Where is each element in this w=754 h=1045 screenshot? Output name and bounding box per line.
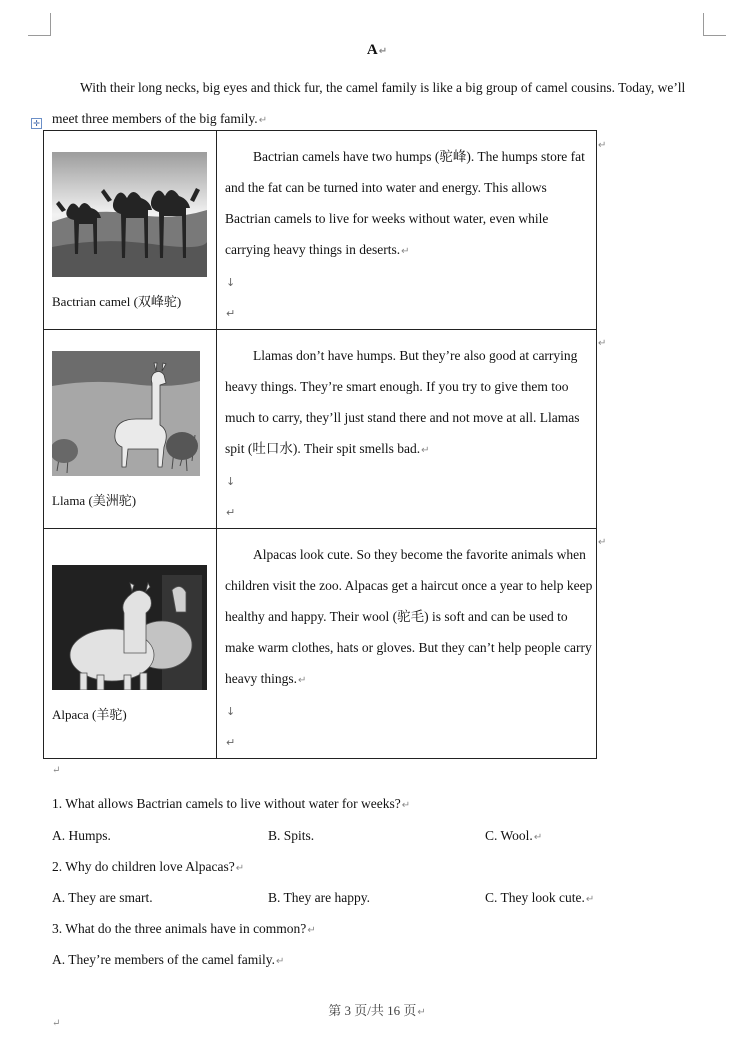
option-a: A. They are smart. xyxy=(52,890,153,905)
section-heading: A↵ xyxy=(366,42,388,58)
image-cell xyxy=(44,131,217,330)
description-cell xyxy=(217,529,597,759)
paragraph-mark: ↵ xyxy=(52,765,61,776)
row-end-mark: ↵ xyxy=(598,537,607,548)
line-break-mark: ↓ xyxy=(226,705,236,718)
option-c: C. They look cute.↵ xyxy=(485,890,595,905)
table-row xyxy=(44,529,597,759)
animal-caption: Alpaca (羊驼) xyxy=(52,707,127,722)
paragraph-mark: ↵ xyxy=(52,1018,61,1029)
line-break-mark: ↓ xyxy=(226,276,236,289)
llama-photo xyxy=(52,351,200,476)
animal-description: Bactrian camels have two humps (驼峰). The humps store fat and the fat can be turned into water and energy. This allows Bactrian camels to live for weeks without water, even while carrying heavy things in deserts.↵ xyxy=(225,149,585,257)
row-end-mark: ↵ xyxy=(598,338,607,349)
animal-description: Llamas don’t have humps. But they’re also good at carrying heavy things. They’re smart enough. If you try to give them too much to carry, they’ll just stand there and not move at all. Llamas spit (吐口水). Their spit smells bad.↵ xyxy=(225,348,580,456)
animal-caption: Bactrian camel (双峰驼) xyxy=(52,294,182,309)
paragraph-mark: ↵ xyxy=(226,307,236,320)
description-cell xyxy=(217,330,597,529)
table-row xyxy=(44,131,597,330)
question-1: 1. What allows Bactrian camels to live without water for weeks?↵ xyxy=(52,796,411,811)
paragraph-mark: ↵ xyxy=(226,736,236,749)
animal-caption: Llama (美洲驼) xyxy=(52,493,137,508)
option-a: A. Humps. xyxy=(52,828,111,843)
option-a: A. They’re members of the camel family.↵ xyxy=(52,952,285,967)
description-cell xyxy=(217,131,597,330)
row-end-mark: ↵ xyxy=(598,140,607,151)
question-3: 3. What do the three animals have in common?↵ xyxy=(52,921,316,936)
animals-table xyxy=(43,130,597,759)
animal-description: Alpacas look cute. So they become the favorite animals when children visit the zoo. Alpacas get a haircut once a year to help keep healthy and happy. Their wool (驼毛) is soft and can be used to make warm clothes, hats or gloves. But they can’t help people carry heavy things.↵ xyxy=(225,547,593,686)
table-row xyxy=(44,330,597,529)
crop-mark-top-left xyxy=(28,13,51,36)
option-b: B. They are happy. xyxy=(268,890,370,905)
line-break-mark: ↓ xyxy=(226,475,236,488)
intro-paragraph: With their long necks, big eyes and thick fur, the camel family is like a big group of camel cousins. Today, we’ll meet three members of the big family.↵ xyxy=(52,80,686,126)
paragraph-mark: ↵ xyxy=(226,506,236,519)
table-move-handle-icon[interactable]: ✛ xyxy=(31,118,42,129)
option-b: B. Spits. xyxy=(268,828,315,843)
page-footer: 第 3 页/共 16 页↵ xyxy=(328,1003,426,1018)
question-2: 2. Why do children love Alpacas?↵ xyxy=(52,859,245,874)
image-cell xyxy=(44,330,217,529)
image-cell xyxy=(44,529,217,759)
crop-mark-top-right xyxy=(703,13,726,36)
bactrian-camel-photo xyxy=(52,152,207,277)
alpaca-photo xyxy=(52,565,207,690)
option-c: C. Wool.↵ xyxy=(485,828,543,843)
